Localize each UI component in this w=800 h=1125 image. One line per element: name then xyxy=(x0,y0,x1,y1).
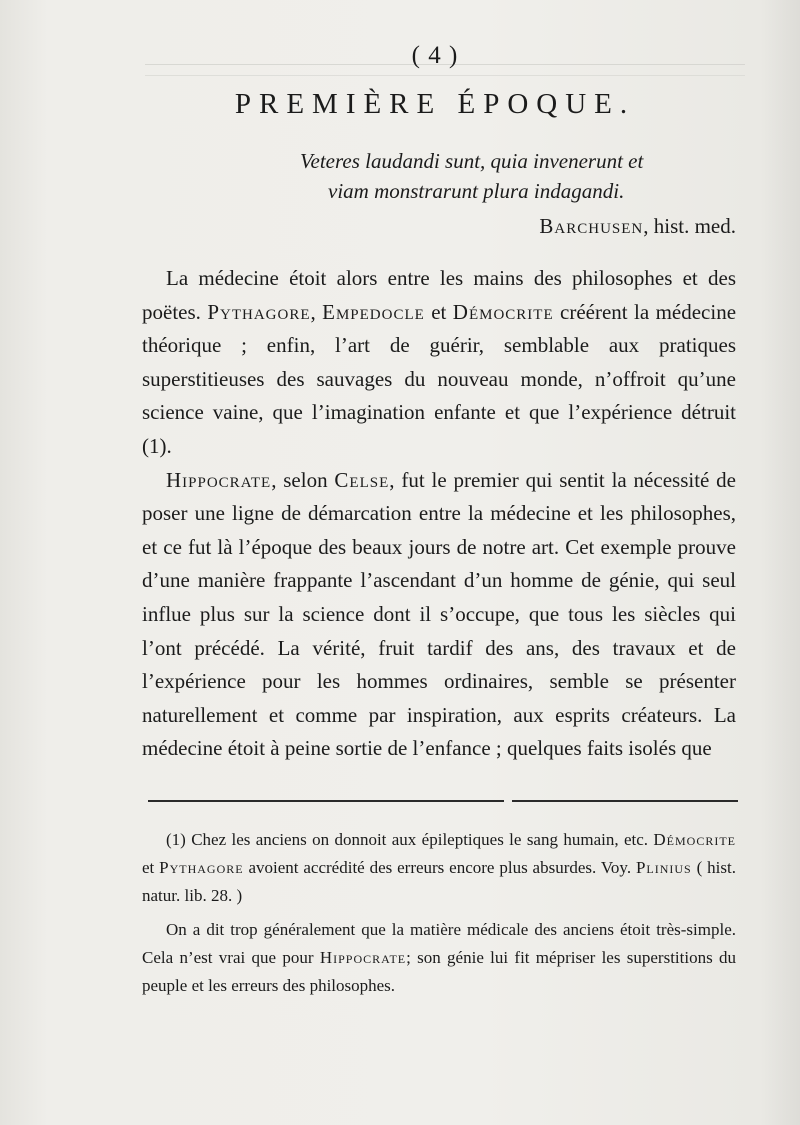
text-run: ; son génie lui fit mépriser les superstitions du peuple et les erreurs des philosophes. xyxy=(142,948,737,995)
epigraph-author: Barchusen xyxy=(539,214,644,238)
text-run: avoient accrédité des erreurs encore plus absurdes. Voy. xyxy=(243,858,636,877)
name-hippocrate: Hippocrate xyxy=(319,948,407,967)
name-celse: Celse xyxy=(334,467,390,492)
epigraph-line-2: viam monstrarunt plura indagandi. xyxy=(328,179,625,203)
name-pythagore: Pythagore xyxy=(207,299,311,324)
text-run: et xyxy=(424,299,453,324)
epigraph-reference: , hist. med. xyxy=(643,214,736,238)
chapter-title: PREMIÈRE ÉPOQUE. xyxy=(234,88,636,120)
name-pythagore: Pythagore xyxy=(159,858,244,877)
epigraph-line-1: Veteres laudandi sunt, quia invenerunt et xyxy=(300,149,644,173)
page-edge-shadow xyxy=(760,0,800,1125)
text-run: créérent la médecine théorique ; enfin, l’art de guérir, semblable aux pratiques superstitieuses des sauvages du nouveau monde, n’offroit qu’une science vaine, que l’imagination enfante et que l’expérience détruit (1). xyxy=(142,299,737,458)
text-run: , selon xyxy=(271,467,335,492)
footnote-2 xyxy=(142,916,736,1000)
footnote-1 xyxy=(142,826,736,910)
text-run: ( hist. natur. lib. 28. ) xyxy=(142,858,736,905)
name-democrite: Démocrite xyxy=(653,830,736,849)
body-text xyxy=(142,262,736,766)
name-democrite: Démocrite xyxy=(452,299,554,324)
text-run: La médecine étoit alors entre les mains des philosophes et des poëtes. xyxy=(142,266,736,324)
text-run: (1) Chez les anciens on donnoit aux épileptiques le sang humain, etc. xyxy=(166,830,654,849)
epigraph xyxy=(300,146,740,206)
text-run: , fut le premier qui sentit la nécessité de poser une ligne de démarcation entre la médecine et les philosophes, et ce fut là l’époque des beaux jours de notre art. Cet exemple prouve d’une manière frappante l’ascendant d’un homme de génie, qui seul influe plus sur la science dont il s’occupe, que tous les siècles qui l’ont précédé. La vérité, fruit tardif des ans, des travaux et de l’expérience pour les hommes ordinaires, semble se présenter naturellement et comme par inspiration, aux esprits créateurs. La médecine étoit à peine sortie de l’enfance ; quelques faits isolés que xyxy=(142,467,736,761)
text-run: , xyxy=(310,299,323,324)
epigraph-source xyxy=(539,214,736,239)
text-run: et xyxy=(142,858,160,877)
name-plinius: Plinius xyxy=(635,858,692,877)
paragraph-2 xyxy=(142,464,736,766)
text-run: On a dit trop généralement que la matière médicale des anciens étoit très-simple. Cela n’est vrai que pour xyxy=(142,920,736,967)
name-empedocle: Empedocle xyxy=(322,299,425,324)
paragraph-1 xyxy=(142,262,736,464)
page-number: ( 4 ) xyxy=(411,42,459,69)
footnote-rule-left xyxy=(148,800,504,802)
footnotes xyxy=(142,826,736,1000)
footnote-rule-right xyxy=(512,800,738,802)
name-hippocrate: Hippocrate xyxy=(166,467,272,492)
